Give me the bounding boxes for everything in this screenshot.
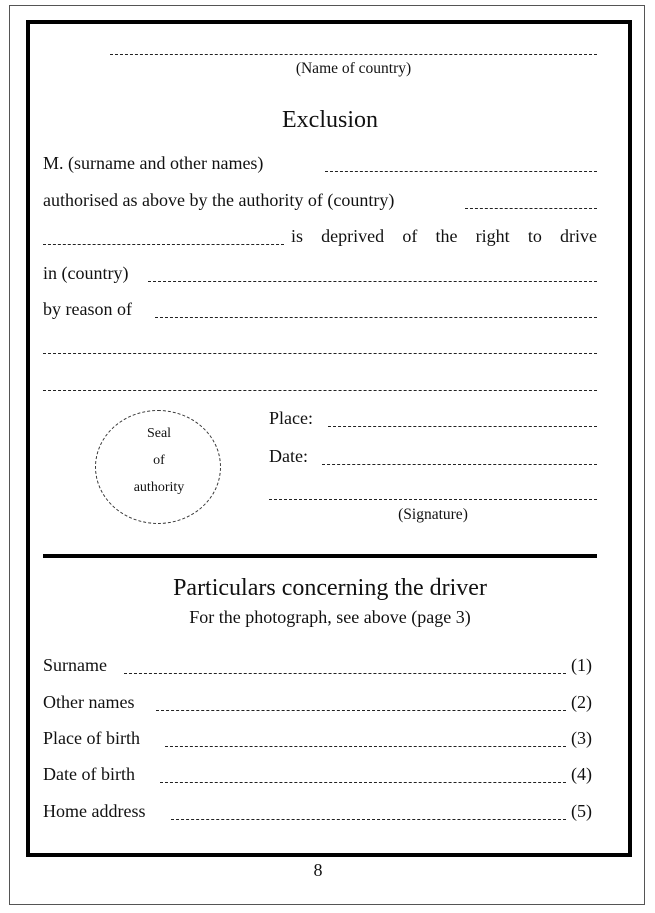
page-number: 8 xyxy=(313,860,323,880)
other-names-number: (2) xyxy=(571,692,592,712)
home-address-field[interactable] xyxy=(171,819,566,820)
surname-label: Surname xyxy=(43,655,107,675)
exclusion-line-name-label: M. (surname and other names) xyxy=(43,153,264,173)
exclusion-authority-country-field[interactable] xyxy=(465,208,597,209)
exclusion-reason-field-2[interactable] xyxy=(43,353,597,354)
seal-text-3: authority xyxy=(133,480,185,495)
particulars-subtitle: For the photograph, see above (page 3) xyxy=(189,607,471,627)
exclusion-line-reason-label: by reason of xyxy=(43,299,132,319)
surname-field[interactable] xyxy=(124,673,566,674)
place-field[interactable] xyxy=(328,426,597,427)
exclusion-line-deprived-label: is deprived of the right to drive xyxy=(291,226,597,246)
seal-text-2: of xyxy=(153,453,165,468)
seal-of-authority xyxy=(95,410,221,524)
home-address-label: Home address xyxy=(43,801,146,821)
surname-number: (1) xyxy=(571,655,592,675)
place-label: Place: xyxy=(269,408,313,428)
place-of-birth-number: (3) xyxy=(571,728,592,748)
date-field[interactable] xyxy=(322,464,597,465)
signature-field[interactable] xyxy=(269,499,597,500)
section-divider xyxy=(43,554,597,558)
place-of-birth-label: Place of birth xyxy=(43,728,140,748)
home-address-number: (5) xyxy=(571,801,592,821)
particulars-title: Particulars concerning the driver xyxy=(173,575,487,601)
date-label: Date: xyxy=(269,446,308,466)
date-of-birth-field[interactable] xyxy=(160,782,566,783)
other-names-field[interactable] xyxy=(156,710,566,711)
country-name-line[interactable] xyxy=(110,54,597,55)
exclusion-line-country-label: in (country) xyxy=(43,263,129,283)
date-of-birth-label: Date of birth xyxy=(43,764,135,784)
date-of-birth-number: (4) xyxy=(571,764,592,784)
other-names-label: Other names xyxy=(43,692,135,712)
exclusion-reason-field[interactable] xyxy=(155,317,597,318)
exclusion-drive-country-field[interactable] xyxy=(148,281,597,282)
exclusion-line-authority-label: authorised as above by the authority of (country) xyxy=(43,190,395,210)
exclusion-name-field[interactable] xyxy=(325,171,597,172)
country-caption: (Name of country) xyxy=(295,60,412,77)
seal-text-1: Seal xyxy=(146,426,172,441)
exclusion-deprived-field[interactable] xyxy=(43,244,284,245)
exclusion-title: Exclusion xyxy=(282,107,378,133)
exclusion-reason-field-3[interactable] xyxy=(43,390,597,391)
signature-caption: (Signature) xyxy=(398,506,468,523)
place-of-birth-field[interactable] xyxy=(165,746,566,747)
